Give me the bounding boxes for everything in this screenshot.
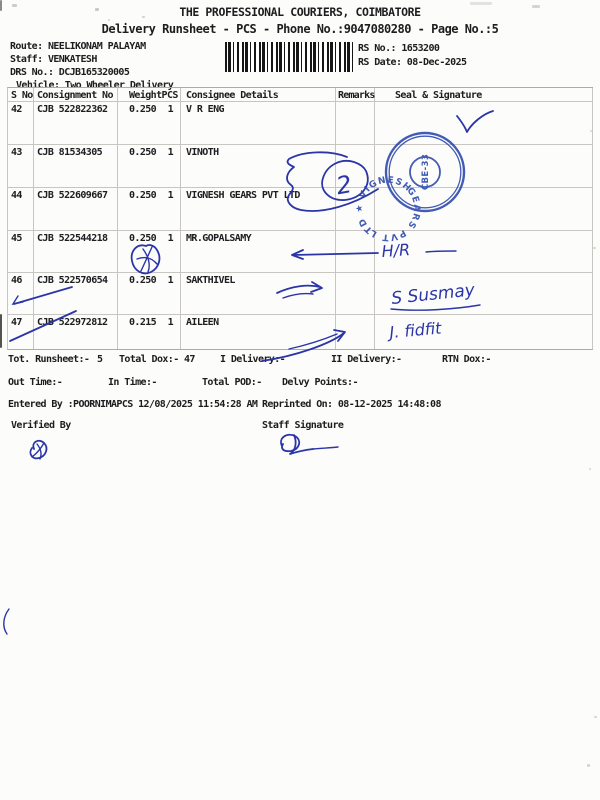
row-weight-pcs: [118, 315, 181, 349]
vehicle-value: Two Wheeler Delivery: [64, 80, 174, 91]
drs-value: DCJB165320005: [58, 67, 130, 78]
table-header-row: [8, 88, 593, 102]
row-weight: 0.215: [129, 317, 157, 328]
total-dox-label: Total Dox:-: [119, 354, 179, 365]
rs-date-line: [358, 57, 466, 69]
drs-label: DRS No.:: [10, 67, 54, 78]
staff-signature-label: Staff Signature: [262, 420, 344, 431]
reprinted-on-line: Reprinted On: 08-12-2025 14:48:08: [262, 399, 441, 410]
header-remarks: Remarks: [338, 90, 375, 101]
verified-by-label: Verified By: [11, 420, 71, 431]
table-row: [8, 102, 593, 145]
header-weight-pcs: [118, 88, 181, 101]
row-weight-pcs: [118, 188, 181, 230]
row-consignee: V R ENG: [181, 102, 336, 144]
scribble-digit: 2: [334, 170, 354, 201]
row-pcs: 1: [167, 317, 173, 328]
row-sno: 46: [8, 273, 34, 314]
row-consignment: CJB 522609667: [34, 188, 118, 230]
ii-delivery-label: II Delivery:-: [331, 354, 402, 365]
row-pcs: 1: [167, 147, 173, 158]
route-line: [10, 41, 146, 53]
scan-speck: [589, 468, 591, 470]
i-delivery-label: I Delivery:-: [220, 354, 286, 365]
row-consignment: CJB 522822362: [34, 102, 118, 144]
row-seal: [375, 315, 593, 349]
row45-signature: H/R: [380, 240, 411, 261]
stamp-center-text: CBE-33: [421, 153, 431, 191]
header-sno: S No: [8, 88, 34, 101]
staff-label: Staff:: [10, 54, 43, 65]
runsheet-barcode: [225, 42, 355, 72]
total-dox-value: 47: [184, 354, 195, 365]
row-weight: 0.250: [129, 104, 157, 115]
scan-speck: [470, 2, 492, 5]
row-seal: [375, 102, 593, 144]
table-row: [8, 188, 593, 231]
row-sno: 44: [8, 188, 34, 230]
page-title: THE PROFESSIONAL COURIERS, COIMBATORE: [179, 5, 421, 19]
consignment-table: [7, 87, 593, 350]
rs-no-label: RS No.:: [358, 43, 396, 54]
row-consignment: CJB 522570654: [34, 273, 118, 314]
row-sno: 42: [8, 102, 34, 144]
row-pcs: 1: [167, 104, 173, 115]
scan-speck: [108, 19, 110, 21]
row-remarks: [336, 188, 375, 230]
row-sno: 45: [8, 231, 34, 272]
row-consignee: AILEEN: [181, 315, 336, 349]
row-sno: 43: [8, 145, 34, 187]
row-consignee: VINOTH: [181, 145, 336, 187]
vehicle-label: Vehicle:: [16, 80, 60, 91]
staff-line: [10, 54, 97, 66]
header-consignee: Consignee Details: [181, 88, 336, 101]
table-row: [8, 231, 593, 273]
rs-date-value: 08-Dec-2025: [406, 57, 467, 68]
row-weight: 0.250: [129, 147, 157, 158]
row-consignment: CJB 522544218: [34, 231, 118, 272]
scan-speck: [594, 716, 597, 718]
delvy-points-label: Delvy Points:-: [282, 377, 358, 388]
row-pcs: 1: [167, 233, 173, 244]
staff-signature-scribble: [281, 435, 338, 454]
row-consignment: CJB 522972812: [34, 315, 118, 349]
in-time-label: In Time:-: [108, 377, 157, 388]
rs-no-line: [358, 43, 439, 55]
route-value: NEELIKONAM PALAYAM: [47, 41, 146, 52]
route-label: Route:: [10, 41, 43, 52]
rs-no-value: 1653200: [401, 43, 440, 54]
header-consignment: Consignment No: [34, 88, 118, 101]
scan-speck: [142, 16, 145, 18]
row-consignment: CJB 81534305: [34, 145, 118, 187]
row-consignee: MR.GOPALSAMY: [181, 231, 336, 272]
table-row: [8, 273, 593, 315]
row-consignee: VIGNESH GEARS PVT LTD: [181, 188, 336, 230]
row-consignee: SAKTHIVEL: [181, 273, 336, 314]
table-row: [8, 145, 593, 191]
scan-edge-mark: [0, 314, 2, 348]
header-weight: Weight: [129, 90, 162, 101]
row-weight-pcs: [118, 145, 181, 187]
table-row: [8, 315, 593, 349]
row-weight: 0.250: [129, 233, 157, 244]
header-seal: Seal & Signature: [375, 88, 593, 101]
row-weight: 0.250: [129, 275, 157, 286]
row-remarks: [336, 231, 375, 272]
staff-value: VENKATESH: [47, 54, 97, 65]
row-remarks: [336, 102, 375, 144]
scan-speck: [590, 130, 592, 132]
scan-speck: [12, 4, 17, 7]
tot-runsheet-label: Tot. Runsheet:-: [8, 354, 90, 365]
row-seal: [375, 231, 593, 272]
page-subtitle: Delivery Runsheet - PCS - Phone No.:9047080280 - Page No.:5: [101, 22, 499, 36]
row-weight-pcs: [118, 273, 181, 314]
scan-speck: [587, 764, 590, 767]
stray-paren-mark: [4, 609, 9, 634]
row46-signature: S Susmay: [390, 280, 476, 309]
entered-by-line: Entered By :POORNIMAPCS 12/08/2025 11:54:28 AM: [8, 399, 258, 410]
row-pcs: 1: [167, 275, 173, 286]
scan-speck: [95, 8, 99, 11]
drs-line: [10, 67, 129, 79]
row-remarks: [336, 145, 375, 187]
row-pcs: 1: [167, 190, 173, 201]
verified-by-scribble: [30, 441, 46, 459]
out-time-label: Out Time:-: [8, 377, 63, 388]
stamp-company-text: GEARS PVT LTD ★ VIGNESH: [355, 175, 422, 242]
scan-speck: [593, 247, 596, 249]
scan-speck: [532, 5, 540, 8]
row-weight-pcs: [118, 231, 181, 272]
row-seal: [375, 145, 593, 187]
row-seal: [375, 273, 593, 314]
rs-date-label: RS Date:: [358, 57, 402, 68]
row-remarks: [336, 315, 375, 349]
rtn-dox-label: RTN Dox:-: [442, 354, 491, 365]
scan-edge-mark: [0, 0, 2, 11]
row-weight-pcs: [118, 102, 181, 144]
row-remarks: [336, 273, 375, 314]
header-pcs: PCS: [161, 90, 178, 101]
row-seal: [375, 188, 593, 230]
row-sno: 47: [8, 315, 34, 349]
tot-runsheet-value: 5: [97, 354, 103, 365]
row-weight: 0.250: [129, 190, 157, 201]
total-pod-label: Total POD:-: [202, 377, 262, 388]
row47-signature: J. fidfit: [388, 318, 443, 342]
